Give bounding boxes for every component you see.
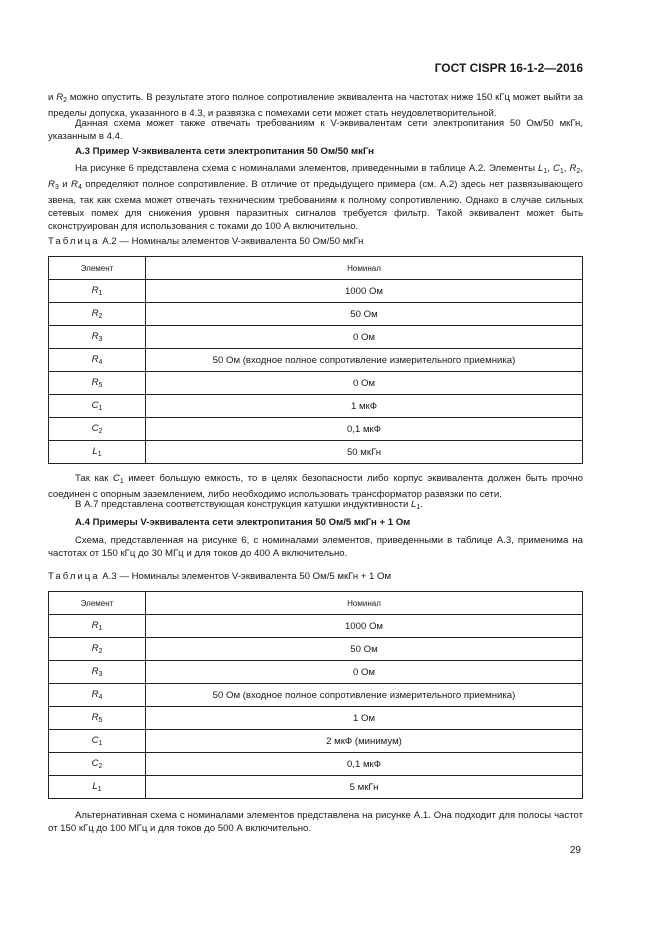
element-cell <box>49 730 146 753</box>
element-cell <box>49 707 146 730</box>
element-index: 1 <box>97 451 102 458</box>
element-symbol: R <box>91 377 99 388</box>
table-caption <box>48 236 363 247</box>
element-symbol: R <box>91 620 99 631</box>
symbol: L <box>538 163 544 174</box>
element-index: 4 <box>98 694 103 701</box>
paragraph <box>48 162 583 233</box>
table-row <box>49 280 583 303</box>
table-row <box>49 326 583 349</box>
value-cell: 50 Ом <box>146 303 583 326</box>
text: . <box>420 499 423 510</box>
table-caption <box>48 571 391 582</box>
table-header-row <box>49 257 583 280</box>
value-cell: 1000 Ом <box>146 280 583 303</box>
section-heading <box>48 516 583 529</box>
element-index: 5 <box>98 717 103 724</box>
element-index: 5 <box>98 382 103 389</box>
element-symbol: R <box>91 285 99 296</box>
value-cell: 50 Ом <box>146 638 583 661</box>
paragraph <box>48 117 583 143</box>
paragraph <box>48 472 583 501</box>
subscript: 1 <box>416 504 421 511</box>
value-cell: 1 мкФ <box>146 395 583 418</box>
element-index: 2 <box>98 428 103 435</box>
value-cell: 50 Ом (входное полное сопротивление измерительного приемника) <box>146 684 583 707</box>
element-symbol: C <box>91 758 99 769</box>
element-index: 1 <box>98 625 103 632</box>
caption-text: А.2 — Номиналы элементов V-эквивалента 50 Ом/50 мкГн <box>102 236 364 247</box>
element-cell <box>49 753 146 776</box>
table-row <box>49 395 583 418</box>
value-cell: 0 Ом <box>146 372 583 395</box>
text: и <box>58 179 72 190</box>
element-symbol: L <box>92 781 98 792</box>
text: А.4 Примеры V-эквивалента сети электропитания 50 Ом/5 мкГн + 1 Ом <box>75 517 411 528</box>
element-index: 4 <box>98 359 103 366</box>
table-row <box>49 303 583 326</box>
element-symbol: C <box>91 735 99 746</box>
element-index: 3 <box>98 671 103 678</box>
value-cell: 5 мкГн <box>146 776 583 799</box>
element-cell <box>49 661 146 684</box>
element-cell <box>49 280 146 303</box>
table-row <box>49 753 583 776</box>
element-symbol: L <box>92 446 98 457</box>
element-cell <box>49 776 146 799</box>
element-symbol: R <box>91 643 99 654</box>
subscript: 1 <box>559 168 564 175</box>
column-header: Номинал <box>146 592 583 615</box>
value-cell: 1 Ом <box>146 707 583 730</box>
text: На рисунке 6 представлена схема с номиналами элементов, приведенными в таблице А.2. Элементы <box>75 163 538 174</box>
paragraph <box>48 498 583 514</box>
symbol: C <box>552 163 560 174</box>
column-header: Элемент <box>49 592 146 615</box>
element-symbol: R <box>91 712 99 723</box>
paragraph <box>48 809 583 835</box>
page-number: 29 <box>569 845 581 856</box>
value-cell: 0,1 мкФ <box>146 418 583 441</box>
table-a3 <box>48 591 583 799</box>
element-symbol: R <box>91 666 99 677</box>
element-cell <box>49 303 146 326</box>
caption-text: А.3 — Номиналы элементов V-эквивалента 50 Ом/5 мкГн + 1 Ом <box>102 571 392 582</box>
value-cell: 50 мкГн <box>146 441 583 464</box>
element-index: 1 <box>98 405 103 412</box>
document-header: ГОСТ CISPR 16-1-2—2016 <box>434 61 583 75</box>
element-symbol: R <box>91 689 99 700</box>
element-index: 1 <box>97 786 102 793</box>
table-word: Таблица <box>48 236 100 247</box>
table-a2 <box>48 256 583 464</box>
subscript: 1 <box>119 478 124 485</box>
element-index: 3 <box>98 336 103 343</box>
table-row <box>49 776 583 799</box>
table-row <box>49 730 583 753</box>
subscript: 1 <box>543 168 548 175</box>
symbol: R <box>56 92 64 103</box>
value-cell: 1000 Ом <box>146 615 583 638</box>
subscript: 2 <box>576 168 581 175</box>
element-cell <box>49 372 146 395</box>
element-symbol: R <box>91 354 99 365</box>
paragraph <box>48 534 583 560</box>
table-row <box>49 661 583 684</box>
text: , <box>580 163 583 174</box>
element-cell <box>49 441 146 464</box>
table-row <box>49 441 583 464</box>
symbol: R <box>71 179 78 190</box>
element-cell <box>49 326 146 349</box>
subscript: 2 <box>63 97 68 104</box>
text: Альтернативная схема с номиналами элементов представлена на рисунке А.1. Она подходит для полосы частот от 150 кГц до 100 МГц и для токов до 500 А включительно. <box>48 810 583 834</box>
element-symbol: C <box>91 400 99 411</box>
text: , <box>547 163 553 174</box>
table-row <box>49 638 583 661</box>
paragraph <box>48 91 583 120</box>
element-index: 2 <box>98 763 103 770</box>
text: можно опустить. В результате этого полное сопротивление эквивалента на частотах ниже 150 кГц может выйти за пределы допуска, указанного в 4.3, и развязка с помехами сети может стать неудовлетворительной. <box>48 92 583 119</box>
table-word: Таблица <box>48 571 100 582</box>
element-cell <box>49 615 146 638</box>
element-index: 1 <box>98 290 103 297</box>
text: А.3 Пример V-эквивалента сети электропитания 50 Ом/50 мкГн <box>75 146 374 157</box>
element-cell <box>49 349 146 372</box>
text: и <box>48 92 57 103</box>
element-cell <box>49 418 146 441</box>
value-cell: 50 Ом (входное полное сопротивление измерительного приемника) <box>146 349 583 372</box>
value-cell: 2 мкФ (минимум) <box>146 730 583 753</box>
text: , <box>563 163 570 174</box>
column-header: Номинал <box>146 257 583 280</box>
element-index: 2 <box>98 313 103 320</box>
table-row <box>49 372 583 395</box>
table-row <box>49 418 583 441</box>
text: В А.7 представлена соответствующая конструкция катушки индуктивности <box>75 499 411 510</box>
text: Данная схема может также отвечать требованиям к V-эквивалентам сети электропитания 50 Ом/50 мкГн, указанным в 4.4. <box>48 118 583 142</box>
text: Схема, представленная на рисунке 6, с номиналами элементов, приведенными в таблице А.3, применима на частотах от 150 кГц до 30 МГц и для токов до 400 А включительно. <box>48 535 583 559</box>
table-row <box>49 349 583 372</box>
value-cell: 0 Ом <box>146 661 583 684</box>
symbol: R <box>569 163 577 174</box>
symbol: R <box>48 179 55 190</box>
element-cell <box>49 638 146 661</box>
column-header: Элемент <box>49 257 146 280</box>
element-index: 2 <box>98 648 103 655</box>
element-symbol: R <box>91 308 99 319</box>
table-header-row <box>49 592 583 615</box>
value-cell: 0 Ом <box>146 326 583 349</box>
text: определяют полное сопротивление. В отличие от предыдущего примера (см. А.2) здесь нет развязывающего звена, так как схема может отвечать техническим требованиям к полному сопротивлению. Однако в случае сильных сетевых помех для снижения уровня паразитных сигналов требуется фильтр. Такой эквивалент может быть сконструирован для использования с токами до 100 А включительно. <box>48 179 583 232</box>
subscript: 4 <box>77 184 82 191</box>
element-cell <box>49 684 146 707</box>
section-heading <box>48 145 583 158</box>
element-cell <box>49 395 146 418</box>
text: имеет большую емкость, то в целях безопасности либо корпус эквивалента должен быть прочно соединен с опорным заземлением, либо необходимо использовать трансформатор развязки по сети. <box>48 473 583 500</box>
subscript: 3 <box>54 184 59 191</box>
table-row <box>49 707 583 730</box>
symbol: L <box>411 499 417 510</box>
table-row <box>49 615 583 638</box>
value-cell: 0,1 мкФ <box>146 753 583 776</box>
element-symbol: C <box>91 423 99 434</box>
symbol: C <box>112 473 120 484</box>
element-symbol: R <box>91 331 99 342</box>
text: Так как <box>75 473 113 484</box>
element-index: 1 <box>98 740 103 747</box>
table-row <box>49 684 583 707</box>
